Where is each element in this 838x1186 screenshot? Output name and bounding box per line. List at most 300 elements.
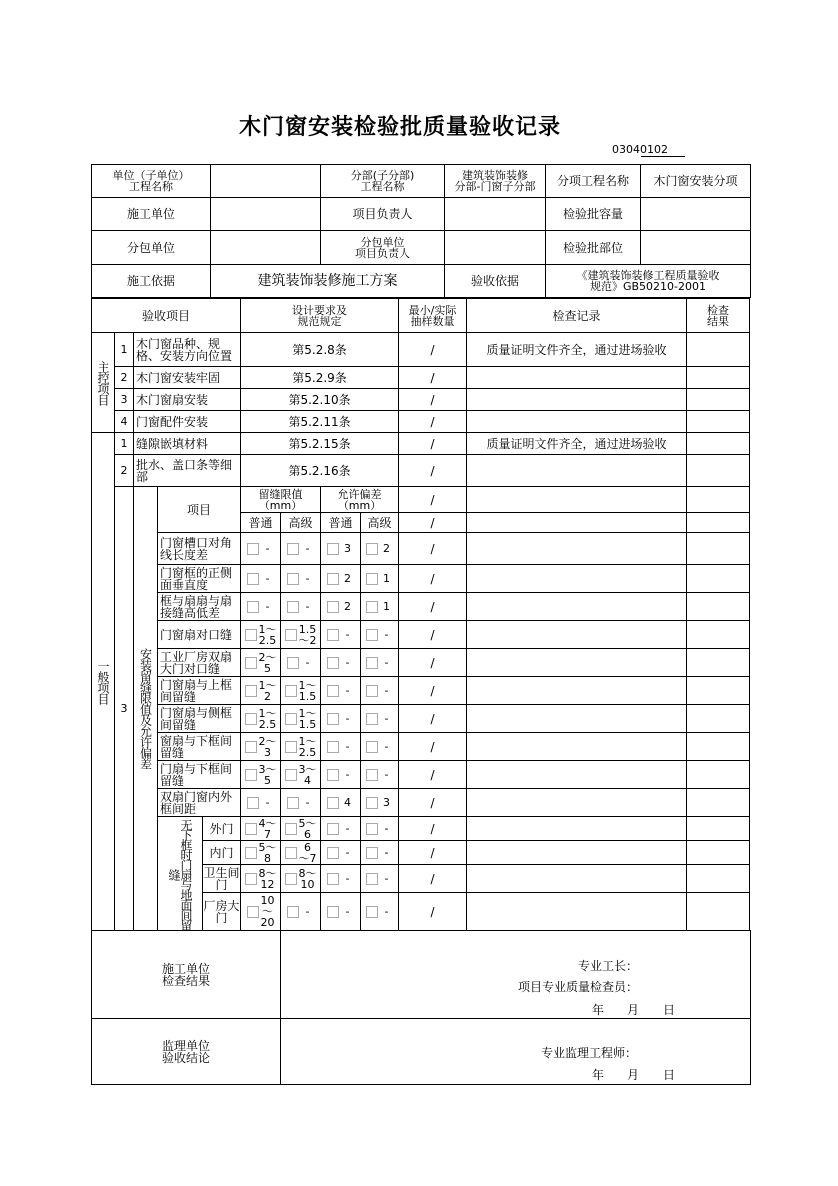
item-result[interactable] [687, 677, 750, 705]
item-name [158, 649, 241, 677]
item-record[interactable] [467, 893, 687, 931]
cell-text: 第5.2.16条 [288, 463, 351, 478]
checkbox[interactable] [327, 741, 339, 753]
limit-value: 1～ 2.5 [258, 622, 277, 647]
checkbox[interactable] [366, 573, 378, 585]
location-value[interactable] [641, 231, 751, 265]
checkbox[interactable] [366, 873, 378, 885]
item-name [203, 841, 241, 865]
checkbox[interactable] [245, 847, 257, 859]
item-record[interactable] [467, 533, 687, 565]
checkbox[interactable] [247, 906, 259, 918]
contractor-result-label: 施工单位 检查结果 [92, 931, 281, 1019]
page-title: 木门窗安装检验批质量验收记录 [238, 114, 561, 140]
item-name [134, 433, 241, 455]
cell-text: / [430, 711, 435, 726]
checkbox[interactable] [285, 847, 297, 859]
item-value[interactable]: 木门窗安装分项 [641, 165, 751, 198]
checkbox-value-cell [361, 865, 399, 893]
checkbox[interactable] [366, 847, 378, 859]
checkbox[interactable] [247, 797, 259, 809]
checkbox[interactable] [245, 685, 257, 697]
item-sample [399, 389, 467, 411]
item-record[interactable] [467, 513, 687, 533]
checkbox-value-cell [321, 789, 361, 817]
item-result[interactable] [687, 705, 750, 733]
capacity-value[interactable] [641, 198, 751, 231]
limit-value: 1 [383, 600, 391, 614]
limit-value: - [345, 712, 350, 726]
capacity-label: 检验批容量 [546, 198, 641, 231]
limit-value: - [384, 684, 389, 698]
date-year-2: 年 [592, 1068, 605, 1082]
checkbox-value-cell [281, 733, 321, 761]
basis-value[interactable]: 建筑装饰装修施工方案 [211, 265, 445, 298]
item-sample [399, 411, 467, 433]
item-result[interactable] [687, 411, 750, 433]
checkbox[interactable] [366, 797, 378, 809]
item-name [134, 389, 241, 411]
checkbox-value-cell [281, 761, 321, 789]
item-name [158, 733, 241, 761]
checkbox[interactable] [327, 601, 339, 613]
checkbox[interactable] [285, 741, 297, 753]
item-sample [399, 841, 467, 865]
limit-value: 2 [383, 542, 391, 556]
checkbox[interactable] [327, 713, 339, 725]
limit-value: 4 [344, 796, 352, 810]
checkbox-value-cell [241, 893, 281, 931]
checkbox-value-cell [321, 817, 361, 841]
checkbox[interactable] [366, 543, 378, 555]
cell-text: 2 [120, 464, 128, 477]
item-no [115, 455, 134, 487]
general-label-cell [92, 433, 115, 931]
limit-value: - [265, 600, 270, 614]
cell-text: 3 [120, 702, 128, 715]
grade-normal [321, 513, 361, 533]
item-sample [399, 817, 467, 841]
item-sample [399, 593, 467, 621]
item-record[interactable] [467, 841, 687, 865]
item-name [134, 367, 241, 389]
unit-label: 单位（子单位） 工程名称 [92, 165, 211, 198]
limit-value: - [305, 905, 310, 919]
limit-value: - [384, 656, 389, 670]
cell-text: 第5.2.9条 [292, 370, 347, 385]
limit-value: - [384, 905, 389, 919]
checkbox[interactable] [287, 797, 299, 809]
sub-pm-value[interactable] [445, 231, 546, 265]
main-control-row [92, 367, 750, 389]
item-record[interactable] [467, 333, 687, 367]
checkbox[interactable] [366, 629, 378, 641]
checkbox[interactable] [366, 601, 378, 613]
item-sample [399, 565, 467, 593]
item-result[interactable] [687, 865, 750, 893]
checkbox-value-cell [361, 593, 399, 621]
limit-value: - [384, 846, 389, 860]
cell-text: 缝隙嵌填材料 [136, 436, 209, 451]
contractor-label: 施工单位 [92, 198, 211, 231]
item-result[interactable] [687, 565, 750, 593]
cell-text: 厂房大门 [203, 898, 240, 925]
item-sample [399, 677, 467, 705]
checkbox[interactable] [366, 769, 378, 781]
checkbox[interactable] [327, 823, 339, 835]
checkbox[interactable] [245, 823, 257, 835]
cell-text: 第5.2.8条 [292, 342, 347, 357]
limit-value: - [345, 872, 350, 886]
checkbox[interactable] [285, 769, 297, 781]
inspection-table [91, 298, 750, 931]
limit-value: 1～ 2 [258, 678, 277, 703]
cell-text: 质量证明文件齐全，通过进场验收 [486, 342, 667, 357]
checkbox-value-cell [321, 565, 361, 593]
cell-text: 留缝限值 （mm） [258, 487, 303, 512]
group-label: 无下框时门扇与地面间留缝 [167, 818, 193, 929]
unit-value[interactable] [211, 165, 321, 198]
item-record[interactable] [467, 433, 687, 455]
tolerance-row [92, 705, 750, 733]
checkbox[interactable] [287, 543, 299, 555]
checkbox[interactable] [327, 847, 339, 859]
checkbox[interactable] [245, 657, 257, 669]
checkbox-value-cell [281, 533, 321, 565]
checkbox[interactable] [245, 629, 257, 641]
cell-text: 木门窗扇安装 [136, 392, 209, 407]
checkbox[interactable] [285, 629, 297, 641]
checkbox-value-cell [241, 733, 281, 761]
checkbox[interactable] [327, 657, 339, 669]
checkbox[interactable] [247, 573, 259, 585]
cell-text: 窗扇与下框间留缝 [160, 733, 233, 760]
item-name [203, 865, 241, 893]
section3-label: 安装留缝限值及允许偏差 [138, 648, 153, 769]
item-result[interactable] [687, 817, 750, 841]
limit-value: 1～ 2.5 [298, 734, 317, 759]
item-record[interactable] [467, 789, 687, 817]
engineer-label: 专业监理工程师： [541, 1046, 638, 1060]
tolerance-row [92, 533, 750, 565]
limit-value: 5～ 8 [258, 840, 277, 865]
item-result[interactable] [687, 433, 750, 455]
item-sample [399, 621, 467, 649]
tolerance-row [92, 817, 750, 841]
limit-value: 1 [383, 572, 391, 586]
checkbox[interactable] [327, 629, 339, 641]
checkbox[interactable] [366, 823, 378, 835]
limit-value: - [265, 542, 270, 556]
item-record[interactable] [467, 455, 687, 487]
item-result[interactable] [687, 789, 750, 817]
cell-text: / [430, 463, 435, 478]
checkbox[interactable] [285, 823, 297, 835]
checkbox[interactable] [247, 601, 259, 613]
limit-value: 3～ 4 [298, 762, 317, 787]
checkbox[interactable] [287, 573, 299, 585]
contractor-result-area[interactable] [281, 931, 751, 1019]
item-result[interactable] [687, 487, 750, 513]
signoff-table [91, 930, 751, 1085]
checkbox-value-cell [241, 789, 281, 817]
limit-value: - [305, 656, 310, 670]
checkbox-value-cell [321, 893, 361, 931]
item-sample [399, 733, 467, 761]
cell-text: 门窗扇对口缝 [160, 627, 233, 642]
checkbox[interactable] [327, 769, 339, 781]
main-control-label: 主控项目 [96, 360, 110, 405]
item-record[interactable] [467, 411, 687, 433]
checkbox[interactable] [247, 543, 259, 555]
date-year: 年 [592, 1003, 605, 1017]
item-record[interactable] [467, 621, 687, 649]
item-sample [399, 705, 467, 733]
checkbox-value-cell [281, 593, 321, 621]
checkbox[interactable] [366, 657, 378, 669]
item-result[interactable] [687, 649, 750, 677]
limit-value: - [384, 768, 389, 782]
cell-text: 双扇门窗内外框间距 [160, 789, 233, 816]
tolerance-row [92, 677, 750, 705]
pm-value[interactable] [445, 198, 546, 231]
limit-value: - [384, 628, 389, 642]
item-result[interactable] [687, 333, 750, 367]
item-no [115, 367, 134, 389]
checkbox[interactable] [245, 873, 257, 885]
item-result[interactable] [687, 513, 750, 533]
item-name [158, 565, 241, 593]
limit-value: - [384, 740, 389, 754]
cell-text: / [430, 821, 435, 836]
limit-value: 2 [344, 600, 352, 614]
cell-text: 高级 [288, 515, 313, 530]
item-design [241, 367, 399, 389]
main-control-row [92, 333, 750, 367]
main-control-label-cell [92, 333, 115, 433]
item-no [115, 433, 134, 455]
item-sample [399, 533, 467, 565]
cell-text: 项目 [187, 502, 212, 517]
limit-value: - [345, 768, 350, 782]
item-name [203, 817, 241, 841]
item-result[interactable] [687, 455, 750, 487]
supervisor-conclusion-label: 监理单位 验收结论 [92, 1019, 281, 1085]
limit-value: - [305, 572, 310, 586]
tolerance-row [92, 789, 750, 817]
checkbox-value-cell [281, 789, 321, 817]
checkbox[interactable] [366, 713, 378, 725]
checkbox-value-cell [321, 761, 361, 789]
item-result[interactable] [687, 733, 750, 761]
limit-value: 1.5 ～2 [298, 622, 317, 647]
cell-text: 门窗扇与侧框间留缝 [160, 705, 233, 732]
checkbox-value-cell [321, 733, 361, 761]
limit-value: - [345, 628, 350, 642]
cell-text: 普通 [328, 515, 353, 530]
checkbox[interactable] [287, 601, 299, 613]
col-header-item: 验收项目 [92, 299, 241, 333]
checkbox[interactable] [245, 769, 257, 781]
cell-text: / [430, 571, 435, 586]
limit-value: 1～ 2.5 [258, 706, 277, 731]
checkbox-value-cell [281, 565, 321, 593]
cell-text: 2 [120, 371, 128, 384]
cell-text: / [430, 515, 435, 530]
checkbox[interactable] [245, 713, 257, 725]
limit-value: - [265, 796, 270, 810]
limit-value: - [345, 822, 350, 836]
item-record[interactable] [467, 677, 687, 705]
item-sample [399, 367, 467, 389]
item-record[interactable] [467, 389, 687, 411]
checkbox-value-cell [361, 533, 399, 565]
checkbox[interactable] [245, 741, 257, 753]
checkbox[interactable] [327, 573, 339, 585]
item-design [241, 333, 399, 367]
checkbox[interactable] [327, 543, 339, 555]
checkbox-value-cell [361, 817, 399, 841]
item-result[interactable] [687, 841, 750, 865]
item-record[interactable] [467, 487, 687, 513]
item-result[interactable] [687, 367, 750, 389]
item-result[interactable] [687, 761, 750, 789]
item-result[interactable] [687, 621, 750, 649]
cell-text: / [430, 414, 435, 429]
item-record[interactable] [467, 593, 687, 621]
limit-value: 8～ 12 [258, 866, 277, 891]
checkbox-value-cell [281, 677, 321, 705]
item-design [241, 389, 399, 411]
general-label: 一般项目 [96, 659, 110, 704]
checkbox[interactable] [285, 713, 297, 725]
item-no [115, 411, 134, 433]
col-header-sample: 最小/实际 抽样数量 [399, 299, 467, 333]
deviation-header [321, 487, 399, 513]
item-sample [399, 433, 467, 455]
item-sample [399, 865, 467, 893]
pm-label: 项目负责人 [321, 198, 445, 231]
item-no [115, 333, 134, 367]
cell-text: 门窗扇与上框间留缝 [160, 677, 233, 704]
checkbox-value-cell [241, 621, 281, 649]
cell-text: / [430, 436, 435, 451]
item-record[interactable] [467, 817, 687, 841]
item-result[interactable] [687, 533, 750, 565]
checkbox-value-cell [361, 789, 399, 817]
checkbox-value-cell [321, 593, 361, 621]
checkbox-value-cell [241, 761, 281, 789]
item-label: 分项工程名称 [546, 165, 641, 198]
supervisor-conclusion-area[interactable] [281, 1019, 751, 1085]
checkbox[interactable] [366, 741, 378, 753]
col-header-record: 检查记录 [467, 299, 687, 333]
checkbox-value-cell [361, 565, 399, 593]
checkbox[interactable] [285, 685, 297, 697]
limit-value: 10 ～ 20 [260, 894, 275, 929]
grade-normal [241, 513, 281, 533]
item-name [134, 411, 241, 433]
cell-text: / [430, 392, 435, 407]
checkbox-value-cell [321, 841, 361, 865]
item-name [158, 593, 241, 621]
accept-value[interactable]: 《建筑装饰装修工程质量验收 规范》GB50210-2001 [546, 265, 751, 298]
item-name [158, 789, 241, 817]
checkbox-value-cell [281, 817, 321, 841]
item-result[interactable] [687, 893, 750, 931]
item-result[interactable] [687, 389, 750, 411]
item-sample [399, 893, 467, 931]
contractor-value[interactable] [211, 198, 321, 231]
cell-text: / [430, 370, 435, 385]
item-record[interactable] [467, 565, 687, 593]
checkbox[interactable] [327, 685, 339, 697]
item-record[interactable] [467, 733, 687, 761]
limit-value: - [345, 684, 350, 698]
gap-limit-header [241, 487, 321, 513]
limit-value: 5～ 6 [298, 816, 317, 841]
checkbox-value-cell [361, 841, 399, 865]
item-record[interactable] [467, 367, 687, 389]
checkbox[interactable] [287, 657, 299, 669]
item-record[interactable] [467, 865, 687, 893]
item-sample [399, 333, 467, 367]
item-design [241, 433, 399, 455]
cell-text: / [430, 767, 435, 782]
cell-text: / [430, 795, 435, 810]
cell-text: 1 [120, 343, 128, 356]
checkbox-value-cell [241, 593, 281, 621]
item-result[interactable] [687, 593, 750, 621]
checkbox-value-cell [281, 621, 321, 649]
checkbox[interactable] [327, 797, 339, 809]
checkbox-value-cell [361, 677, 399, 705]
checkbox-value-cell [361, 733, 399, 761]
general-row [92, 455, 750, 487]
col-header-result: 检查 结果 [687, 299, 750, 333]
item-no [115, 389, 134, 411]
item-name [158, 533, 241, 565]
item-record[interactable] [467, 649, 687, 677]
checkbox-value-cell [321, 677, 361, 705]
cell-text: 外门 [209, 821, 234, 836]
tolerance-row [92, 621, 750, 649]
limit-value: 8～ 10 [298, 866, 317, 891]
division-label: 分部(子分部) 工程名称 [321, 165, 445, 198]
checkbox[interactable] [366, 685, 378, 697]
limit-value: - [384, 712, 389, 726]
tolerance-row [92, 733, 750, 761]
checkbox-value-cell [241, 649, 281, 677]
cell-text: 卫生间门 [203, 865, 240, 892]
header-table [91, 164, 751, 298]
checkbox-value-cell [241, 841, 281, 865]
checkbox[interactable] [327, 906, 339, 918]
checkbox[interactable] [366, 906, 378, 918]
checkbox[interactable] [287, 906, 299, 918]
division-value[interactable]: 建筑装饰装修 分部-门窗子分部 [445, 165, 546, 198]
item-record[interactable] [467, 705, 687, 733]
location-label: 检验批部位 [546, 231, 641, 265]
checkbox[interactable] [285, 873, 297, 885]
sub-value[interactable] [211, 231, 321, 265]
checkbox[interactable] [327, 873, 339, 885]
cell-text: / [430, 599, 435, 614]
checkbox-value-cell [321, 621, 361, 649]
checkbox-value-cell [321, 649, 361, 677]
checkbox-value-cell [361, 705, 399, 733]
item-record[interactable] [467, 761, 687, 789]
